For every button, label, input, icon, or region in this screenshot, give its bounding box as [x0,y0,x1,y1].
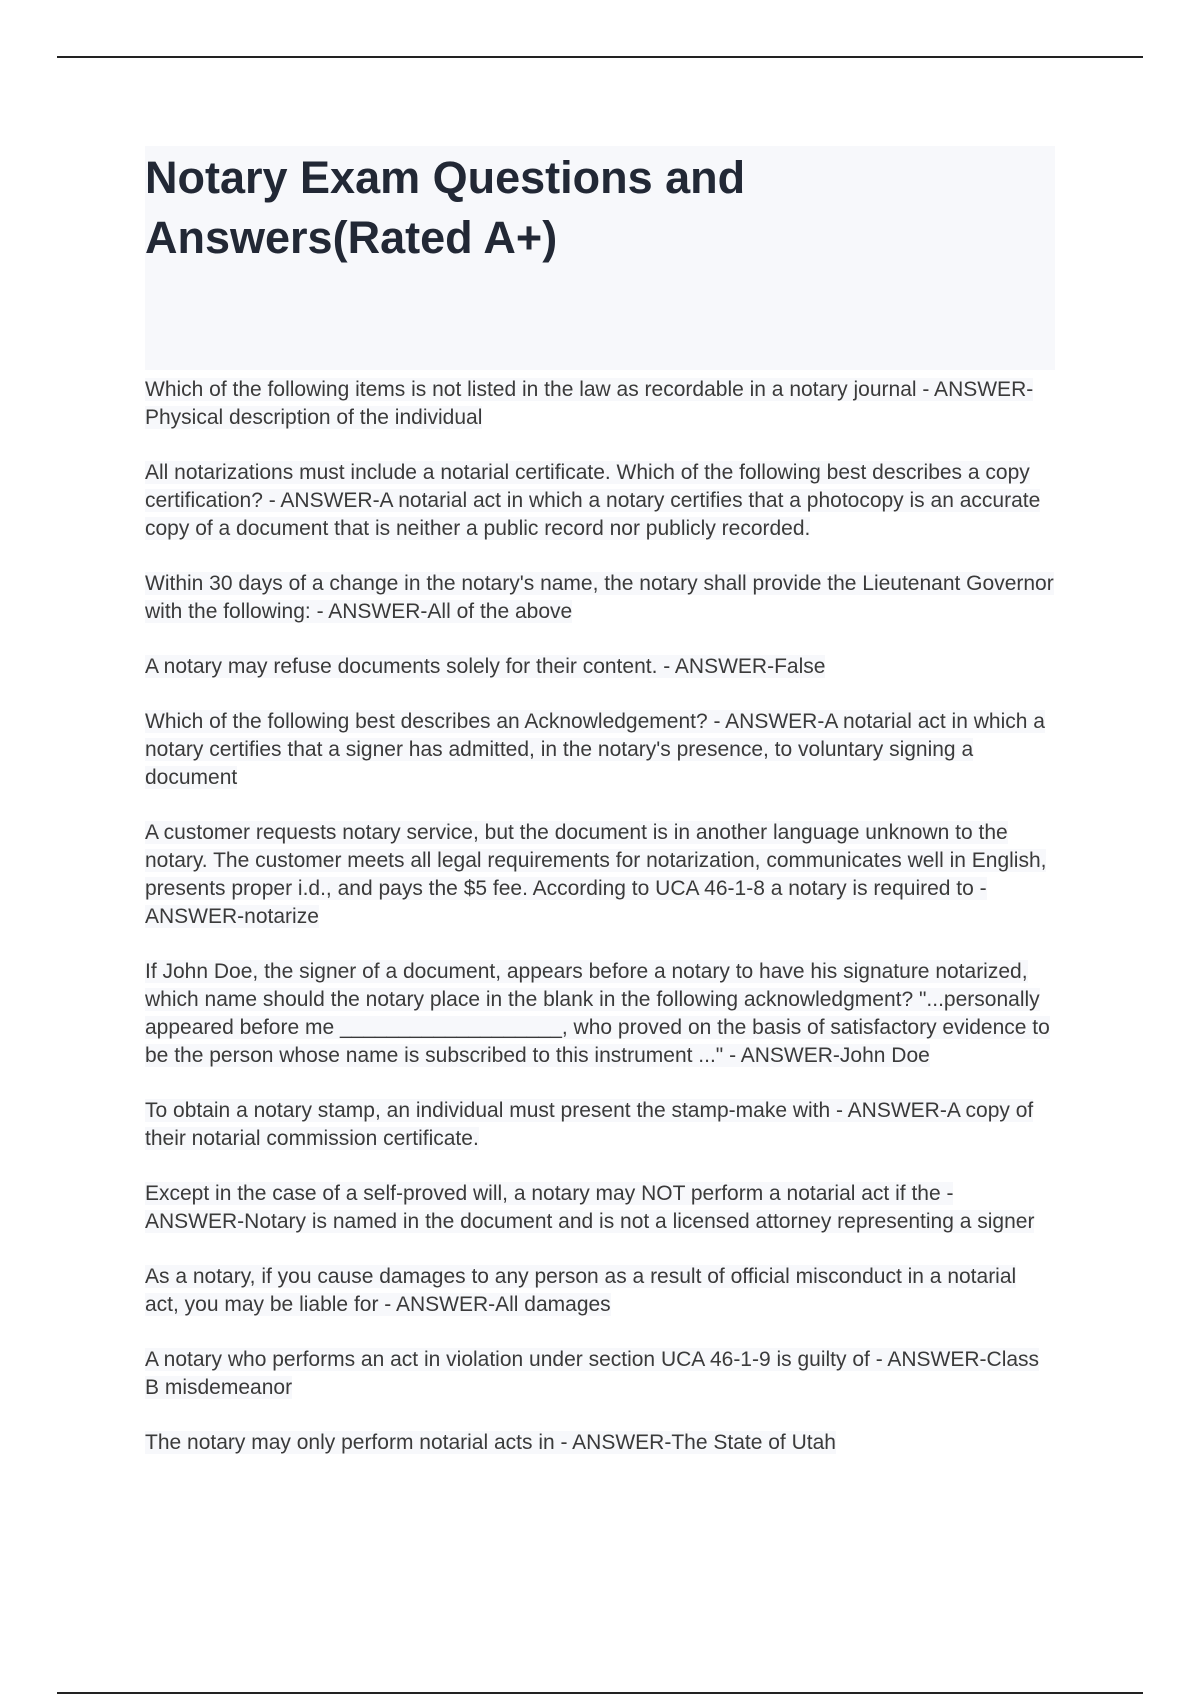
qa-item [145,1180,1055,1236]
qa-item [145,819,1055,931]
qa-text: Which of the following best describes an Acknowledgement? - ANSWER-A notarial act in which a notary certifies that a signer has admitted, in the notary's presence, to voluntary signing a document [145,710,1045,789]
qa-item [145,653,1055,681]
qa-text: As a notary, if you cause damages to any person as a result of official misconduct in a notarial act, you may be liable for - ANSWER-All damages [145,1265,1017,1316]
qa-text: The notary may only perform notarial acts in - ANSWER-The State of Utah [145,1431,836,1454]
qa-text: If John Doe, the signer of a document, appears before a notary to have his signature notarized, which name should the notary place in the blank in the following acknowledgment? "...personally appeared before me ___________________, who proved on the basis of satisfactory evidence to be the person whose name is subscribed to this instrument ..." - ANSWER-John Doe [145,960,1050,1067]
qa-text: Except in the case of a self-proved will, a notary may NOT perform a notarial act if the - ANSWER-Notary is named in the document and is not a licensed attorney representing a signer [145,1182,1035,1233]
qa-text: Within 30 days of a change in the notary's name, the notary shall provide the Lieutenant Governor with the following: - ANSWER-All of the above [145,572,1054,623]
qa-text: Which of the following items is not listed in the law as recordable in a notary journal - ANSWER-Physical description of the individual [145,378,1034,429]
qa-item [145,459,1055,543]
qa-text: A notary who performs an act in violation under section UCA 46-1-9 is guilty of - ANSWER-Class B misdemeanor [145,1348,1040,1399]
qa-item [145,708,1055,792]
document-title: Notary Exam Questions and Answers(Rated A+) [145,152,746,263]
qa-item [145,1097,1055,1153]
qa-item [145,570,1055,626]
document-body [145,146,1055,1484]
qa-item [145,376,1055,432]
qa-list [145,376,1055,1457]
title-block [145,146,1055,370]
qa-item [145,1263,1055,1319]
qa-item [145,1429,1055,1457]
qa-text: To obtain a notary stamp, an individual must present the stamp-make with - ANSWER-A copy of their notarial commission certificate. [145,1099,1034,1150]
qa-text: A customer requests notary service, but the document is in another language unknown to the notary. The customer meets all legal requirements for notarization, communicates well in English, presents proper i.d., and pays the $5 fee. According to UCA 46-1-8 a notary is required to - ANSWER-notarize [145,821,1047,928]
qa-text: All notarizations must include a notarial certificate. Which of the following best describes a copy certification? - ANSWER-A notarial act in which a notary certifies that a photocopy is an accurate copy of a document that is neither a public record nor publicly recorded. [145,461,1041,540]
qa-item [145,1346,1055,1402]
qa-text: A notary may refuse documents solely for their content. - ANSWER-False [145,655,826,678]
footer-rule [57,1692,1143,1694]
header-rule [57,56,1143,58]
qa-item [145,958,1055,1070]
